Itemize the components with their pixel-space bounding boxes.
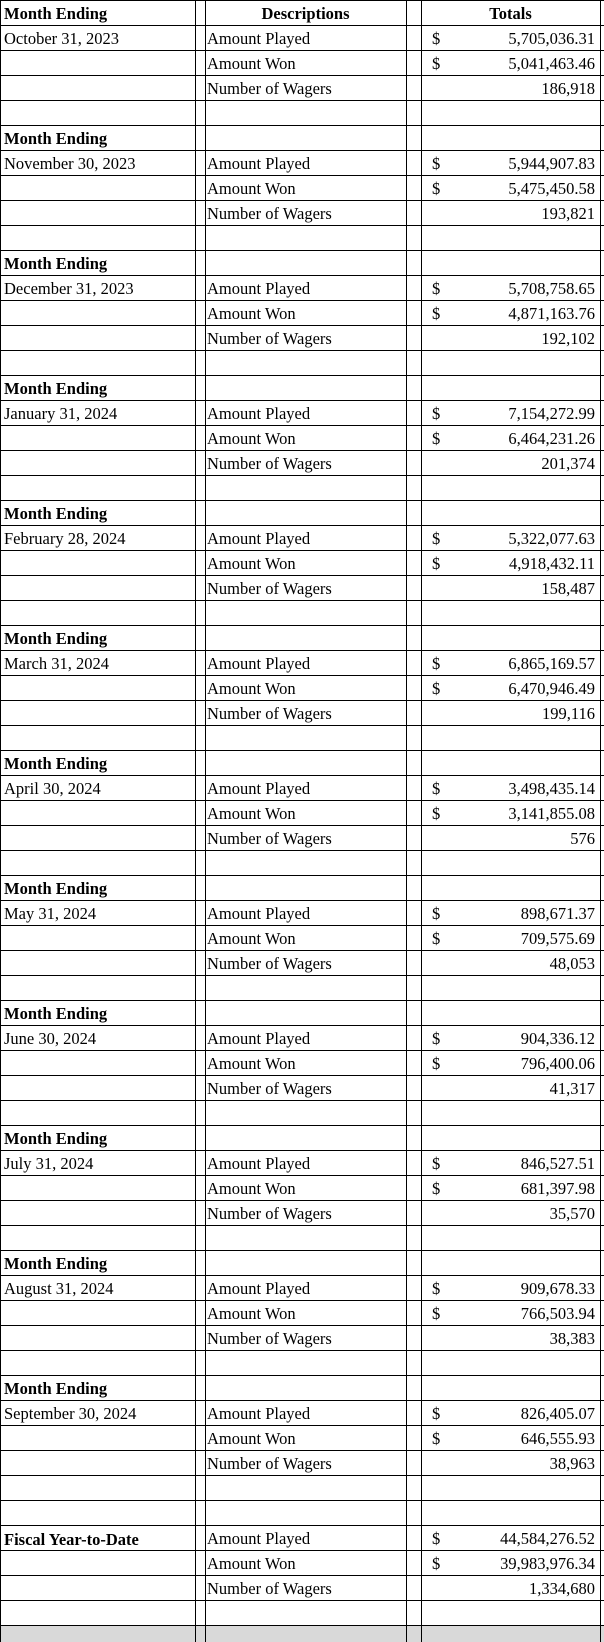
period-6-value-won: 3,141,855.08 — [508, 804, 595, 823]
fiscal-ytd-label: Fiscal Year-to-Date — [4, 1530, 139, 1549]
period-1-value-played: 5,944,907.83 — [508, 154, 595, 173]
period-9-value-wagers: 35,570 — [549, 1204, 595, 1223]
period-11-desc-won: Amount Won — [207, 1429, 296, 1448]
period-0-value-played: 5,705,036.31 — [508, 29, 595, 48]
fiscal-ytd-desc-wagers: Number of Wagers — [207, 1579, 332, 1598]
period-2-currency-won: $ — [432, 304, 441, 323]
period-11-currency-played: $ — [432, 1404, 441, 1423]
period-8-label: Month Ending — [4, 1004, 108, 1023]
column-header-totals: Totals — [489, 4, 532, 23]
period-6-desc-wagers: Number of Wagers — [207, 829, 332, 848]
period-0-desc-wagers: Number of Wagers — [207, 79, 332, 98]
period-5-date: March 31, 2024 — [4, 654, 109, 673]
period-6-currency-won: $ — [432, 804, 441, 823]
period-4-label: Month Ending — [4, 504, 108, 523]
row-line — [0, 1625, 604, 1626]
period-3-value-played: 7,154,272.99 — [508, 404, 595, 423]
period-5-desc-won: Amount Won — [207, 679, 296, 698]
period-7-desc-won: Amount Won — [207, 929, 296, 948]
period-8-currency-won: $ — [432, 1054, 441, 1073]
period-10-currency-played: $ — [432, 1279, 441, 1298]
period-6-currency-played: $ — [432, 779, 441, 798]
period-8-currency-played: $ — [432, 1029, 441, 1048]
period-8-date: June 30, 2024 — [4, 1029, 97, 1048]
period-0-desc-played: Amount Played — [207, 29, 311, 48]
row-line — [0, 1100, 604, 1101]
period-3-label: Month Ending — [4, 379, 108, 398]
period-7-value-won: 709,575.69 — [520, 929, 595, 948]
period-5-label: Month Ending — [4, 629, 108, 648]
period-9-desc-won: Amount Won — [207, 1179, 296, 1198]
period-8-value-played: 904,336.12 — [520, 1029, 595, 1048]
period-6-desc-won: Amount Won — [207, 804, 296, 823]
period-2-date: December 31, 2023 — [4, 279, 134, 298]
row-line — [0, 1475, 604, 1476]
period-4-currency-won: $ — [432, 554, 441, 573]
period-11-label: Month Ending — [4, 1379, 108, 1398]
fiscal-ytd-currency-won: $ — [432, 1554, 441, 1573]
row-line — [0, 1600, 604, 1601]
column-line — [0, 0, 1, 1642]
column-header-descriptions: Descriptions — [261, 4, 350, 23]
period-1-desc-wagers: Number of Wagers — [207, 204, 332, 223]
period-4-value-won: 4,918,432.11 — [508, 554, 595, 573]
row-line — [0, 350, 604, 351]
period-0-currency-played: $ — [432, 29, 441, 48]
period-7-currency-won: $ — [432, 929, 441, 948]
period-2-value-wagers: 192,102 — [541, 329, 595, 348]
period-3-desc-wagers: Number of Wagers — [207, 454, 332, 473]
period-7-label: Month Ending — [4, 879, 108, 898]
period-8-desc-wagers: Number of Wagers — [207, 1079, 332, 1098]
period-3-value-wagers: 201,374 — [541, 454, 595, 473]
period-6-date: April 30, 2024 — [4, 779, 101, 798]
period-7-value-played: 898,671.37 — [520, 904, 595, 923]
period-8-desc-won: Amount Won — [207, 1054, 296, 1073]
period-1-date: November 30, 2023 — [4, 154, 136, 173]
period-10-currency-won: $ — [432, 1304, 441, 1323]
period-1-value-wagers: 193,821 — [541, 204, 595, 223]
period-6-desc-played: Amount Played — [207, 779, 311, 798]
period-9-currency-won: $ — [432, 1179, 441, 1198]
period-9-value-played: 846,527.51 — [520, 1154, 595, 1173]
period-7-desc-wagers: Number of Wagers — [207, 954, 332, 973]
period-10-label: Month Ending — [4, 1254, 108, 1273]
column-line — [600, 0, 601, 1642]
period-2-value-played: 5,708,758.65 — [508, 279, 595, 298]
footer-band — [0, 1626, 604, 1642]
period-8-value-won: 796,400.06 — [520, 1054, 595, 1073]
period-2-currency-played: $ — [432, 279, 441, 298]
period-2-desc-wagers: Number of Wagers — [207, 329, 332, 348]
period-6-value-played: 3,498,435.14 — [508, 779, 595, 798]
row-line — [0, 725, 604, 726]
row-line — [0, 600, 604, 601]
period-10-value-played: 909,678.33 — [520, 1279, 595, 1298]
period-6-label: Month Ending — [4, 754, 108, 773]
period-1-desc-played: Amount Played — [207, 154, 311, 173]
period-2-desc-played: Amount Played — [207, 279, 311, 298]
period-5-desc-wagers: Number of Wagers — [207, 704, 332, 723]
period-9-label: Month Ending — [4, 1129, 108, 1148]
period-9-date: July 31, 2024 — [4, 1154, 94, 1173]
period-10-desc-played: Amount Played — [207, 1279, 311, 1298]
period-7-currency-played: $ — [432, 904, 441, 923]
period-3-desc-played: Amount Played — [207, 404, 311, 423]
period-1-currency-won: $ — [432, 179, 441, 198]
period-11-value-wagers: 38,963 — [549, 1454, 595, 1473]
period-10-value-won: 766,503.94 — [520, 1304, 595, 1323]
row-line — [0, 100, 604, 101]
period-0-value-wagers: 186,918 — [541, 79, 595, 98]
period-9-value-won: 681,397.98 — [520, 1179, 595, 1198]
period-5-value-wagers: 199,116 — [541, 704, 595, 723]
period-3-date: January 31, 2024 — [4, 404, 118, 423]
fiscal-ytd-value-won: 39,983,976.34 — [500, 1554, 595, 1573]
row-line — [0, 850, 604, 851]
period-3-currency-played: $ — [432, 404, 441, 423]
fiscal-ytd-desc-won: Amount Won — [207, 1554, 296, 1573]
period-3-desc-won: Amount Won — [207, 429, 296, 448]
row-line — [0, 475, 604, 476]
fiscal-ytd-currency-played: $ — [432, 1529, 441, 1548]
period-2-label: Month Ending — [4, 254, 108, 273]
period-4-value-played: 5,322,077.63 — [508, 529, 595, 548]
period-10-desc-won: Amount Won — [207, 1304, 296, 1323]
period-11-desc-played: Amount Played — [207, 1404, 311, 1423]
row-line — [0, 975, 604, 976]
period-1-currency-played: $ — [432, 154, 441, 173]
period-11-value-played: 826,405.07 — [520, 1404, 595, 1423]
period-4-currency-played: $ — [432, 529, 441, 548]
period-11-value-won: 646,555.93 — [520, 1429, 595, 1448]
period-8-desc-played: Amount Played — [207, 1029, 311, 1048]
fiscal-ytd-value-wagers: 1,334,680 — [529, 1579, 595, 1598]
period-5-currency-won: $ — [432, 679, 441, 698]
period-10-date: August 31, 2024 — [4, 1279, 114, 1298]
period-0-value-won: 5,041,463.46 — [508, 54, 595, 73]
period-4-desc-played: Amount Played — [207, 529, 311, 548]
fiscal-ytd-desc-played: Amount Played — [207, 1529, 311, 1548]
period-11-currency-won: $ — [432, 1429, 441, 1448]
period-2-desc-won: Amount Won — [207, 304, 296, 323]
column-line — [195, 0, 196, 1642]
period-10-desc-wagers: Number of Wagers — [207, 1329, 332, 1348]
period-7-desc-played: Amount Played — [207, 904, 311, 923]
period-7-date: May 31, 2024 — [4, 904, 97, 923]
period-6-value-wagers: 576 — [570, 829, 595, 848]
period-0-date: October 31, 2023 — [4, 29, 120, 48]
period-5-currency-played: $ — [432, 654, 441, 673]
period-7-value-wagers: 48,053 — [549, 954, 595, 973]
column-line — [406, 0, 407, 1642]
period-1-label: Month Ending — [4, 129, 108, 148]
period-10-value-wagers: 38,383 — [549, 1329, 595, 1348]
period-11-desc-wagers: Number of Wagers — [207, 1454, 332, 1473]
row-line — [0, 1500, 604, 1501]
column-line — [421, 0, 422, 1642]
period-5-value-played: 6,865,169.57 — [508, 654, 595, 673]
period-4-desc-won: Amount Won — [207, 554, 296, 573]
period-0-desc-won: Amount Won — [207, 54, 296, 73]
fiscal-ytd-value-played: 44,584,276.52 — [500, 1529, 595, 1548]
row-line — [0, 1225, 604, 1226]
period-3-currency-won: $ — [432, 429, 441, 448]
period-2-value-won: 4,871,163.76 — [508, 304, 595, 323]
period-4-desc-wagers: Number of Wagers — [207, 579, 332, 598]
row-line — [0, 1350, 604, 1351]
period-1-desc-won: Amount Won — [207, 179, 296, 198]
period-4-value-wagers: 158,487 — [541, 579, 595, 598]
period-9-desc-wagers: Number of Wagers — [207, 1204, 332, 1223]
period-5-value-won: 6,470,946.49 — [508, 679, 595, 698]
column-header-month-ending: Month Ending — [4, 4, 108, 23]
period-4-date: February 28, 2024 — [4, 529, 126, 548]
period-9-currency-played: $ — [432, 1154, 441, 1173]
row-line — [0, 225, 604, 226]
period-8-value-wagers: 41,317 — [549, 1079, 595, 1098]
period-0-currency-won: $ — [432, 54, 441, 73]
period-11-date: September 30, 2024 — [4, 1404, 137, 1423]
period-1-value-won: 5,475,450.58 — [508, 179, 595, 198]
period-5-desc-played: Amount Played — [207, 654, 311, 673]
column-line — [205, 0, 206, 1642]
period-9-desc-played: Amount Played — [207, 1154, 311, 1173]
period-3-value-won: 6,464,231.26 — [508, 429, 595, 448]
